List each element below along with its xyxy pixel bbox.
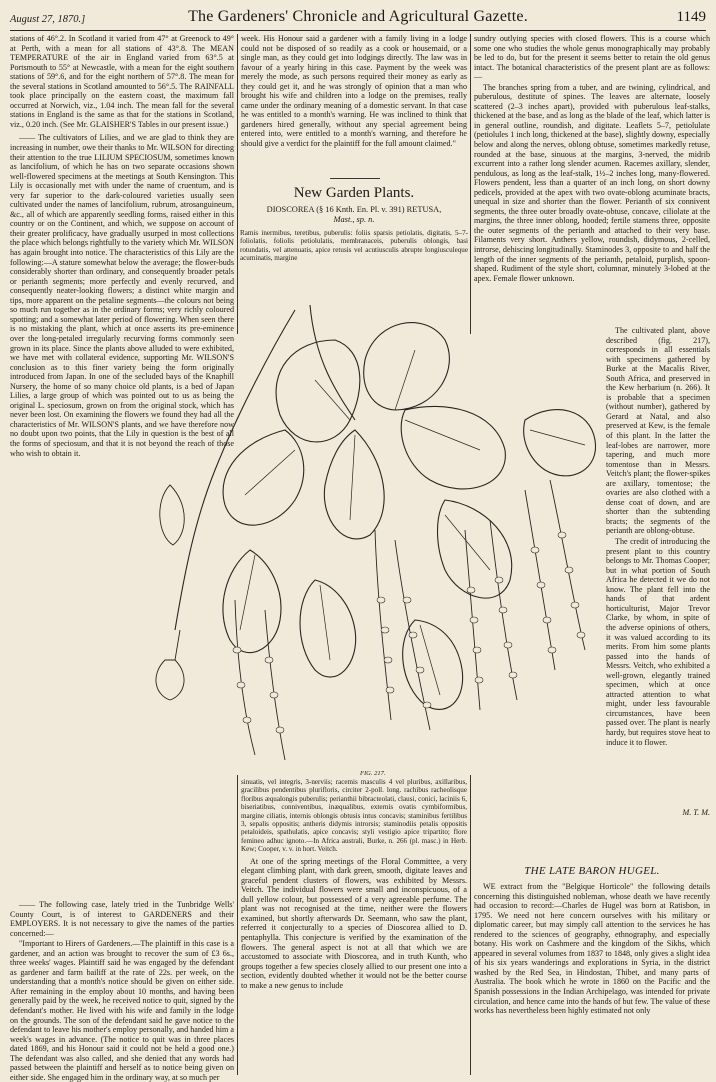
publication-title: The Gardeners' Chronicle and Agricultural Gazette. xyxy=(188,8,528,25)
section-heading-new-garden-plants: New Garden Plants. xyxy=(293,185,415,201)
court-case-continued: week. His Honour said a gardener with a family living in a lodge could not be disposed of so readily as a cook or housemaid, or a single man, as they could get into lodgings directly. The law was in favour of a yearly hiring in this case. Payment by the week was merely the mode, as such persons required their money as early as they could get it, and he was strongly of opinion that a man who brought his wife and children into a lodge on the premises, really came under the ordinary meaning of a domestic servant. In that case he was entitled to a month's warning. He was inclined to think that gardeners hired generally, without any special agreement being entered into, were entitled to a month's warning, and therefore he should give a verdict for the plaintiff for the full amount claimed." xyxy=(241,34,467,149)
section-heading-baron-hugel: THE LATE BARON HUGEL. xyxy=(524,865,660,877)
stem xyxy=(175,310,295,630)
stem xyxy=(310,305,355,420)
column-3-bottom xyxy=(474,882,710,1076)
leaflet xyxy=(438,500,512,598)
raceme xyxy=(235,600,255,755)
raceme xyxy=(550,480,585,650)
issue-date: August 27, 1870.] xyxy=(10,14,86,25)
leaflet xyxy=(223,550,281,653)
column-rule-left xyxy=(237,34,238,334)
floral-committee-paragraph: At one of the spring meetings of the Floral Committee, a very elegant climbing plant, with dark green, smooth, digitate leaves and graceful pendent clusters of flowers, was exhibited by Messrs. Veitch. The individual flowers were small and inconspicuous, of a dull yellow colour, but possessed of a very agreeable perfume. The plant was not recognised at the time, neither were the flowers examined, but shortly afterwards Dr. Seemann, who saw the plant, referred it conjecturally to a species of Dioscorea allied to D. pentaphylla. This conjecture is verified by the examination of the flowers. The general aspect is not at all that which we are accustomed to associate with Dioscorea, and in truth Kunth, who groups together a few species closely allied to our present one into a section, evidently doubted whether it would not be the better course to make a new genus to include xyxy=(241,856,467,990)
column-2-top xyxy=(241,34,467,174)
species-authority: Mast., sp. n. xyxy=(333,215,375,224)
column-1-bottom xyxy=(10,900,234,1082)
column-1-top xyxy=(10,34,234,458)
author-signature: M. T. M. xyxy=(682,808,710,817)
court-case-intro: —— The following case, lately tried in the Tunbridge Wells' County Court, is of interest to GARDENERS and their EMPLOYERS. It is not necessary to give the names of the parties concerned:— xyxy=(10,900,234,938)
species-name: DIOSCOREA (§ 16 Knth. En. Pl. v. 391) RETUSA, xyxy=(266,205,442,214)
weather-paragraph: stations of 46°.2. In Scotland it varied from 47° at Greenock to 49° at Perth, with a mean for all stations of 43°.8. The MEAN TEMPERATURE of the air in England varied from 63°.5 at Portsmouth to 55° at Newcastle, with a mean for the eight southern stations of 59°.6, and for the eight northern of 57°.8. The mean for the several stations in Scotland amounted to 56°.5. The RAINFALL took place principally on the eastern coast, the maximum fall occurred at Norwich, viz., 1.04 inch. The mean fall for the several stations in England is the same as that for the stations in Scotland, viz., 0.20 inch. (See Mr. GLAISHER'S Tables in our present issue.) xyxy=(10,34,234,129)
leaflet xyxy=(276,340,360,442)
leaflet xyxy=(223,430,304,525)
leaflet xyxy=(364,323,450,410)
dioscorea-illustration xyxy=(145,300,607,768)
lily-paragraph: —— The cultivators of Lilies, and we are glad to think they are increasing in number, owe their thanks to Mr. WILSON for directing their attention to the true LILIUM SPECIOSUM, sometimes known as lancifolium, of which he has on two separate occasions shown well-flowered specimens at the meetings at South Kensington. This Lily is occasionally met with under the name of cruentum, and is very far superior to the dark-coloured varieties usually seen cultivated under the names of lancifolium, rubrum, atrosanguineum, &c., all of which are apparently seedling forms, raised either in this country or on the Continent, and which, we suppose on account of their greater prolificacy, have gradually usurped in most collections the place which belongs rightfully to the variety which Mr. WILSON has again brought into notice. The characteristics of this Lily are the following:—A stature somewhat below the average; the flower-buds considerably shorter than ordinary, and consequently broader petals or perianth segments; more perfectly and evenly recurved, and consequently neater-looking flowers; a distinct white margin and tips, more apparent on the petaline segments—the colours not being so much run together as in the ordinary forms; very richly coloured spotting; and a somewhat later period of flowering. When seen there is no mistaking the plant, which at once asserts its pre-eminence over the long-petaled irregularly recurving forms commonly seen grown in its place. Since the plants above alluded to were exhibited, we have met with collateral evidence, supporting Mr. WILSON'S conclusion as to this finer variety being the form originally introduced from Japan. In one of the secluded bays of the Knaphill Nursery, the home of so many choice old plants, is a bed of Japan Lilies, a large group of which was pointed out to us as being the original L. speciosum, grown on from the original stock, which has never been lost. On examining the flowers we found they had all the characteristics of Mr. WILSON'S plants, and we have therefore now no doubt upon two points, that the Lily in question is the best of all the forms of speciosum, and that it is not beyond the reach of those who wish to obtain it. xyxy=(10,133,234,458)
flower-detail xyxy=(160,485,184,545)
column-rule-right-lower xyxy=(470,775,471,1075)
column-rule-right xyxy=(470,34,471,334)
page-number: 1149 xyxy=(676,9,706,25)
latin-description-continued: sinuatis, vel integris, 3-nerviis; racemis masculis 4 vel pluribus, axillaribus, gracilibus pendentibus pluriflоris, circiter 2-poll. long. rachibus racheolisque floribus æqualongis puberulis; perianthii bibracteolati, clausi, conici, laciniis 6, biseriatibus, conniventibus, inæqualibus, externis ovatis cymbiformibus, margine ciliatis, internis oblongis obtusis intus concavis; staminibus fertilibus 3, sepalis oppositis; antheris didymis introrsis; staminodiis petalis oppositis petaloideis, spathulatis, apice concavis; styli vestigio apice tripartito; flore femineo adhuc ignoto.—In Africa australi, Burke, n. 266 (pl. masc.) in Herb. Kew; Cooper, v. v. in hort. Veitch. xyxy=(241,778,467,854)
column-rule-left-lower xyxy=(237,775,238,1075)
latin-description: Ramis inermibus, teretibus, puberulis: foliis sparsis petiolatis, digitatis, 5–7-foliolatis, foliolis petiolulatis, membranaceis, puberulis oblongis, basi rotundatis, vel attenuatis, apice retusis vel acutiusculis abrupte longiusculeque acuminatis, margine xyxy=(240,229,468,263)
column-3-mid xyxy=(474,808,710,862)
leaflet xyxy=(524,410,596,476)
leaflet xyxy=(300,580,356,677)
credit-paragraph: The credit of introducing the present plant to this country belongs to Mr. Thomas Cooper; but in what portion of South Africa he detected it we do not know. The plant fell into the hands of that ardent horticulturist, Major Trevor Clarke, by whom, in spite of the adverse opinions of others, it was valued according to its merits. From him some plants passed into the hands of Messrs. Veitch, who exhibited a well-grown, elegantly trained specimen, which at once attracted attention to what might, under less favourable circumstances, have been passed over. The plant is nearly hardy, but requires stove heat to induce it to flower. xyxy=(606,537,710,747)
species-heading xyxy=(240,205,468,225)
flower-detail xyxy=(156,630,184,700)
column-3-narrow xyxy=(606,326,710,806)
raceme xyxy=(525,490,555,670)
genus-paragraph: sundry outlying species with closed flowers. This is a course which some one who studies the whole genus monographically may probably be led to do, but for the present it seems better to retain the old genus intact. The botanical characteristics of the present plant are as follows:— xyxy=(474,34,710,82)
figure-caption: FIG. 217. xyxy=(360,770,386,777)
raceme xyxy=(265,610,285,760)
section-rule xyxy=(330,178,380,179)
baron-hugel-paragraph: WE extract from the "Belgique Horticole" the following details concerning this distinguished nobleman, whose death we have recently had occasion to record:—Charles de Hugel was born at Ratisbon, in 1795. We need not here concern ourselves with his military or diplomatic career, but may simply call attention to the services he has rendered to the sciences of geography, ethnography, and especially botany. His work on Cashmere and the kingdom of the Sikhs, which appeared in several volumes from 1837 to 1848, only gives a slight idea of his six years wanderings and explorations in Syria, in the district washed by the Red Sea, in Hindostan, Thibet, and many parts of Australia. The book which he wrote in 1860 on the Pacific and the Spanish possessions in the Indian Archipelago, was intended for private circulation, and hence came into the hands of but few. The value of these works has nevertheless been highly estimated not only xyxy=(474,882,710,1016)
column-3-top xyxy=(474,34,710,324)
leaflet xyxy=(401,406,505,489)
botanical-characters: The branches spring from a tuber, and are twining, cylindrical, and puberulous, destitute of spines. The leaves are alternate, loosely scattered (2–3 inches apart), provided with puberulous leaf-stalks, thickened at the base, and as long as the blade of the leaf, which latter is in general outline, roundish, and digitate. Leaflets 5–7, petiolulate (petiolules 1 inch long, thickened at the base), slightly downy, especially below and along the nerves, oblong obtuse, sometimes markedly retuse, rounded at the base, sinuous at the margins, 3-nerved, the midrib excurrent into a rather long slender acumen. Racemes axillary, slender, pendulous, as long as the leaf-stalk, 1½–2 inches long, many-flowered. Flowers pendent, less than a quarter of an inch long, on short downy pedicels, provided at the apex with two ovate-oblong acuminate bracts, unequal in size and shorter than the flower. Perianth of six connivent segments, the three outer broadly ovate-obtuse, concave, ciliolate at the margins, the three inner oblong, hooded; fertile stamens three, opposite the outer segments of the perianth and attached to their very base. Filaments very short. Anthers yellow, roundish, didymous, 2-celled, introrse, dehiscing longitudinally. Staminodes 3, opposite to and half the length of the inner segments of the perianth, petaloid, purplish, spoon-shaped. Rudiment of the style short, columnar, minutely 3-lobed at the apex. Female flower unknown. xyxy=(474,82,710,283)
cultivated-plant-paragraph: The cultivated plant, above described (fig. 217), corresponds in all essentials with specimens gathered by Burke at the Macalis River, South Africa, and preserved in the Kew herbarium (n. 266). It is probable that a specimen (without number), gathered by Gerard at Natal, and also preserved at Kew, is the female of this plant. In the latter the leaf-lobes are narrower, more tapering, and much more tomentose than in Messrs. Veitch's plant; the flower-spikes are axillary, tomentose; the ovaries are also clothed with a dense coat of down, and are shorter than the subtending bracts; the segments of the perianth are oblong-obtuse. xyxy=(606,326,710,536)
signature-line xyxy=(474,808,710,818)
court-case-quote: "Important to Hirers of Gardeners.—The plaintiff in this case is a gardener, and an action was brought to recover the sum of £3 6s., three weeks' wages. Plaintiff said he was engaged by the defendant as gardener and farm bailiff at the rate of 22s. per week, on the understanding that a month's notice should be given on either side. After remaining in the employ about 10 months, and having been generally paid by the week, he received notice to quit, signed by the defendant's mother. He lived with his wife and family in the lodge on the grounds. The son of the defendant said he gave notice to the defendant to leave his mother's employ personally, and handed him a week's wages in advance. (The notice to quit was in three places dated 1869, and his Honour said it could not be held a good one.) The defendant was also called, and she denied that any words had passed between the plaintiff and herself as to notice being given on either side. She engaged him in the ordinary way, at so much per xyxy=(10,939,234,1082)
column-2-bottom xyxy=(241,778,467,1076)
page-header xyxy=(10,6,706,31)
